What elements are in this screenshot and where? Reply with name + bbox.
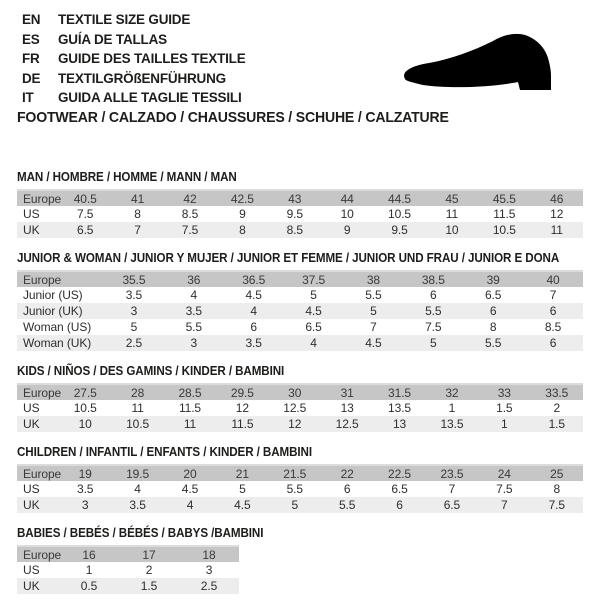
size-cell: 2 bbox=[145, 563, 153, 577]
size-cell: 29.5 bbox=[230, 385, 254, 400]
size-cell: 6 bbox=[430, 288, 437, 302]
size-cell: 44 bbox=[340, 191, 354, 206]
row-label-cell: Europe bbox=[23, 191, 62, 206]
size-cell: 5.5 bbox=[365, 288, 382, 302]
row-label-cell: UK bbox=[23, 417, 40, 431]
size-cell: 5 bbox=[291, 498, 299, 512]
size-cell: 7 bbox=[134, 223, 141, 237]
dress-shoe-icon bbox=[393, 30, 575, 98]
size-cell: 6.5 bbox=[77, 223, 94, 237]
size-cell: 7 bbox=[448, 482, 456, 496]
size-cell: 5.5 bbox=[338, 498, 356, 512]
row-label-cell: US bbox=[23, 482, 40, 496]
language-code: IT bbox=[22, 90, 34, 105]
language-title-block bbox=[22, 10, 246, 108]
size-cell: 13 bbox=[392, 417, 407, 431]
size-cell: 7 bbox=[501, 498, 508, 512]
row-label-cell: Europe bbox=[23, 385, 62, 400]
size-cell: 2.5 bbox=[125, 336, 143, 350]
size-cell: 20 bbox=[183, 466, 197, 481]
size-cell: 4.5 bbox=[234, 498, 251, 512]
row-label-cell: US bbox=[23, 563, 40, 577]
size-cell: 11.5 bbox=[178, 401, 202, 415]
size-cell: 6 bbox=[343, 482, 351, 496]
language-code: ES bbox=[22, 31, 40, 47]
size-cell: 5.5 bbox=[286, 482, 303, 496]
size-cell: 46 bbox=[550, 191, 564, 206]
size-cell: 17 bbox=[142, 547, 156, 562]
size-cell: 27.5 bbox=[73, 385, 97, 400]
size-cell: 4.5 bbox=[305, 304, 322, 318]
size-cell: 1.5 bbox=[140, 579, 158, 593]
size-cell: 22 bbox=[340, 466, 354, 481]
size-cell: 7.5 bbox=[77, 207, 94, 221]
size-cell: 6.5 bbox=[391, 482, 408, 496]
size-cell: 11 bbox=[183, 417, 197, 431]
size-cell: 8 bbox=[134, 207, 141, 221]
size-cell: 12 bbox=[235, 401, 249, 415]
size-cell: 11 bbox=[445, 207, 459, 221]
size-cell: 11 bbox=[550, 223, 563, 237]
size-cell: 44.5 bbox=[388, 191, 412, 206]
size-cell: 5 bbox=[370, 304, 377, 318]
size-cell: 4.5 bbox=[181, 482, 199, 496]
row-label-cell: UK bbox=[23, 579, 40, 593]
size-cell: 41 bbox=[131, 191, 145, 206]
size-cell: 5.5 bbox=[484, 336, 502, 350]
size-cell: 23.5 bbox=[440, 466, 464, 481]
size-section bbox=[17, 445, 583, 513]
table-row bbox=[17, 287, 583, 303]
language-label: GUÍA DE TALLAS bbox=[58, 31, 167, 47]
size-cell: 8.5 bbox=[181, 207, 199, 221]
size-cell: 13.5 bbox=[388, 401, 412, 415]
size-cell: 6 bbox=[489, 304, 497, 318]
size-cell: 10.5 bbox=[73, 401, 97, 415]
size-cell: 10.5 bbox=[492, 223, 516, 237]
size-cell: 10.5 bbox=[126, 417, 150, 431]
size-cell: 45.5 bbox=[492, 191, 516, 206]
size-cell: 3 bbox=[190, 336, 198, 350]
table-row bbox=[17, 222, 583, 238]
size-cell: 8 bbox=[239, 223, 246, 237]
size-cell: 5 bbox=[310, 288, 317, 302]
size-cell: 42 bbox=[183, 191, 197, 206]
row-label-cell: US bbox=[23, 207, 40, 221]
row-label-cell: Europe bbox=[23, 466, 62, 481]
row-label-cell: Woman (US) bbox=[23, 320, 92, 334]
size-cell: 6 bbox=[396, 498, 403, 512]
size-cell: 9 bbox=[343, 223, 351, 237]
size-cell: 36.5 bbox=[242, 272, 266, 287]
size-cell: 3.5 bbox=[185, 304, 202, 318]
table-row bbox=[17, 384, 583, 400]
table-row bbox=[17, 416, 583, 432]
category-title: FOOTWEAR / CALZADO / CHAUSSURES / SCHUHE / CALZATURE bbox=[17, 109, 449, 126]
row-label-cell: UK bbox=[23, 498, 40, 512]
size-cell: 13.5 bbox=[440, 417, 464, 431]
size-cell: 5.5 bbox=[425, 304, 442, 318]
section-title: BABIES / BEBÉS / BÉBÉS / BABYS /BAMBINI bbox=[17, 526, 264, 540]
size-cell: 8.5 bbox=[286, 223, 303, 237]
size-cell: 7.5 bbox=[548, 498, 565, 512]
language-row-fr bbox=[22, 49, 246, 69]
size-cell: 22.5 bbox=[388, 466, 412, 481]
row-label-cell: Europe bbox=[23, 547, 62, 562]
row-label-cell: UK bbox=[23, 223, 40, 237]
size-cell: 6.5 bbox=[305, 320, 322, 334]
size-cell: 4 bbox=[134, 482, 141, 496]
language-label: GUIDE DES TAILLES TEXTILE bbox=[58, 51, 246, 66]
size-section bbox=[17, 526, 583, 594]
size-cell: 30 bbox=[288, 385, 302, 400]
section-title: MAN / HOMBRE / HOMME / MANN / MAN bbox=[17, 170, 237, 184]
size-cell: 21.5 bbox=[283, 466, 307, 481]
size-cell: 6.5 bbox=[443, 498, 461, 512]
size-cell: 8.5 bbox=[544, 320, 562, 334]
size-cell: 19 bbox=[78, 466, 92, 481]
language-label: GUIDA ALLE TAGLIE TESSILI bbox=[58, 90, 242, 105]
section-title: CHILDREN / INFANTIL / ENFANTS / KINDER / BAMBINI bbox=[17, 445, 312, 459]
size-cell: 9.5 bbox=[286, 207, 303, 221]
table-row bbox=[17, 190, 583, 206]
size-cell: 6 bbox=[549, 336, 557, 350]
language-code: DE bbox=[22, 70, 41, 86]
size-cell: 28.5 bbox=[178, 385, 202, 400]
size-cell: 37.5 bbox=[302, 272, 326, 287]
size-table bbox=[17, 464, 583, 513]
size-section bbox=[17, 251, 583, 351]
size-cell: 10 bbox=[78, 417, 92, 431]
size-cell: 33.5 bbox=[545, 385, 569, 400]
size-cell: 6 bbox=[250, 320, 257, 334]
size-cell: 11 bbox=[131, 401, 144, 415]
size-cell: 12 bbox=[288, 417, 302, 431]
size-cell: 16 bbox=[82, 547, 96, 562]
section-title: JUNIOR & WOMAN / JUNIOR Y MUJER / JUNIOR ET FEMME / JUNIOR UND FRAU / JUNIOR E DONA bbox=[17, 251, 560, 265]
size-cell: 19.5 bbox=[126, 466, 150, 481]
size-cell: 13 bbox=[340, 401, 354, 415]
size-cell: 21 bbox=[235, 466, 249, 481]
size-cell: 25 bbox=[550, 466, 564, 481]
size-cell: 4.5 bbox=[245, 288, 262, 302]
size-cell: 4 bbox=[310, 336, 317, 350]
table-row bbox=[17, 206, 583, 222]
size-cell: 1.5 bbox=[548, 417, 565, 431]
size-cell: 1.5 bbox=[496, 401, 513, 415]
size-cell: 39 bbox=[486, 272, 500, 287]
table-row bbox=[17, 465, 583, 481]
section-title: KIDS / NIÑOS / DES GAMINS / KINDER / BAMBINI bbox=[17, 364, 285, 378]
dress-shoe-silhouette bbox=[404, 34, 551, 90]
size-cell: 43 bbox=[288, 191, 302, 206]
table-row bbox=[17, 319, 583, 335]
size-table bbox=[17, 383, 583, 432]
size-cell: 18 bbox=[202, 547, 216, 562]
size-cell: 12.5 bbox=[335, 417, 359, 431]
size-cell: 4 bbox=[190, 288, 198, 302]
size-cell: 38.5 bbox=[421, 272, 445, 287]
size-cell: 12 bbox=[550, 207, 564, 221]
size-cell: 40.5 bbox=[73, 191, 97, 206]
size-cell: 35.5 bbox=[122, 272, 146, 287]
size-table bbox=[17, 270, 583, 351]
size-cell: 11.5 bbox=[493, 207, 516, 221]
size-cell: 32 bbox=[445, 385, 459, 400]
row-label-cell: Junior (US) bbox=[23, 288, 83, 302]
size-cell: 33 bbox=[497, 385, 511, 400]
size-cell: 42.5 bbox=[230, 191, 254, 206]
size-cell: 7 bbox=[549, 288, 557, 302]
size-cell: 12.5 bbox=[283, 401, 307, 415]
size-table bbox=[17, 189, 583, 238]
size-section bbox=[17, 170, 583, 238]
language-row-es bbox=[22, 30, 246, 50]
size-cell: 8 bbox=[489, 320, 497, 334]
size-cell: 3.5 bbox=[125, 288, 143, 302]
size-cell: 4 bbox=[250, 304, 257, 318]
table-row bbox=[17, 578, 239, 594]
row-label-cell: US bbox=[23, 401, 40, 415]
size-cell: 8 bbox=[553, 482, 561, 496]
size-cell: 7 bbox=[370, 320, 377, 334]
size-cell: 5.5 bbox=[185, 320, 202, 334]
size-cell: 1 bbox=[501, 417, 508, 431]
table-row bbox=[17, 271, 583, 287]
language-code: FR bbox=[22, 51, 40, 66]
size-section bbox=[17, 364, 583, 432]
row-label-cell: Europe bbox=[23, 272, 62, 287]
table-row bbox=[17, 546, 239, 562]
language-row-en bbox=[22, 10, 246, 30]
size-cell: 3 bbox=[205, 563, 213, 577]
size-sections bbox=[17, 170, 583, 607]
size-cell: 24 bbox=[497, 466, 511, 481]
size-cell: 5 bbox=[430, 336, 437, 350]
size-cell: 2 bbox=[553, 401, 561, 415]
language-label: TEXTILE SIZE GUIDE bbox=[58, 12, 191, 27]
language-row-de bbox=[22, 69, 246, 89]
size-cell: 31 bbox=[340, 385, 354, 400]
table-row bbox=[17, 303, 583, 319]
row-label-cell: Woman (UK) bbox=[23, 336, 92, 350]
size-cell: 45 bbox=[445, 191, 459, 206]
size-cell: 7.5 bbox=[181, 223, 199, 237]
size-cell: 1 bbox=[448, 401, 456, 415]
size-cell: 6 bbox=[549, 304, 557, 318]
size-cell: 4 bbox=[186, 498, 194, 512]
size-cell: 31.5 bbox=[388, 385, 412, 400]
size-cell: 10 bbox=[445, 223, 459, 237]
size-cell: 11.5 bbox=[231, 417, 254, 431]
table-row bbox=[17, 335, 583, 351]
table-row bbox=[17, 481, 583, 497]
table-row bbox=[17, 400, 583, 416]
size-cell: 9.5 bbox=[391, 223, 408, 237]
size-cell: 2.5 bbox=[200, 579, 218, 593]
size-cell: 7.5 bbox=[496, 482, 513, 496]
size-cell: 0.5 bbox=[80, 579, 98, 593]
table-row bbox=[17, 497, 583, 513]
size-cell: 3.5 bbox=[77, 482, 94, 496]
size-cell: 3 bbox=[81, 498, 89, 512]
size-cell: 5 bbox=[239, 482, 246, 496]
size-cell: 10.5 bbox=[388, 207, 412, 221]
size-cell: 1 bbox=[85, 563, 93, 577]
size-cell: 7.5 bbox=[425, 320, 442, 334]
size-cell: 36 bbox=[187, 272, 201, 287]
table-row bbox=[17, 562, 239, 578]
row-label-cell: Junior (UK) bbox=[23, 304, 83, 318]
size-cell: 3.5 bbox=[129, 498, 146, 512]
language-label: TEXTILGRÖßENFÜHRUNG bbox=[58, 70, 226, 86]
size-cell: 40 bbox=[546, 272, 560, 287]
size-cell: 3 bbox=[130, 304, 138, 318]
size-cell: 5 bbox=[130, 320, 138, 334]
language-code: EN bbox=[22, 12, 41, 27]
language-row-it bbox=[22, 88, 246, 108]
size-cell: 9 bbox=[239, 207, 246, 221]
size-table bbox=[17, 545, 239, 594]
size-cell: 10 bbox=[340, 207, 354, 221]
size-cell: 38 bbox=[366, 272, 381, 287]
size-cell: 28 bbox=[131, 385, 145, 400]
size-cell: 3.5 bbox=[245, 336, 262, 350]
size-cell: 4.5 bbox=[365, 336, 382, 350]
size-cell: 6.5 bbox=[484, 288, 502, 302]
